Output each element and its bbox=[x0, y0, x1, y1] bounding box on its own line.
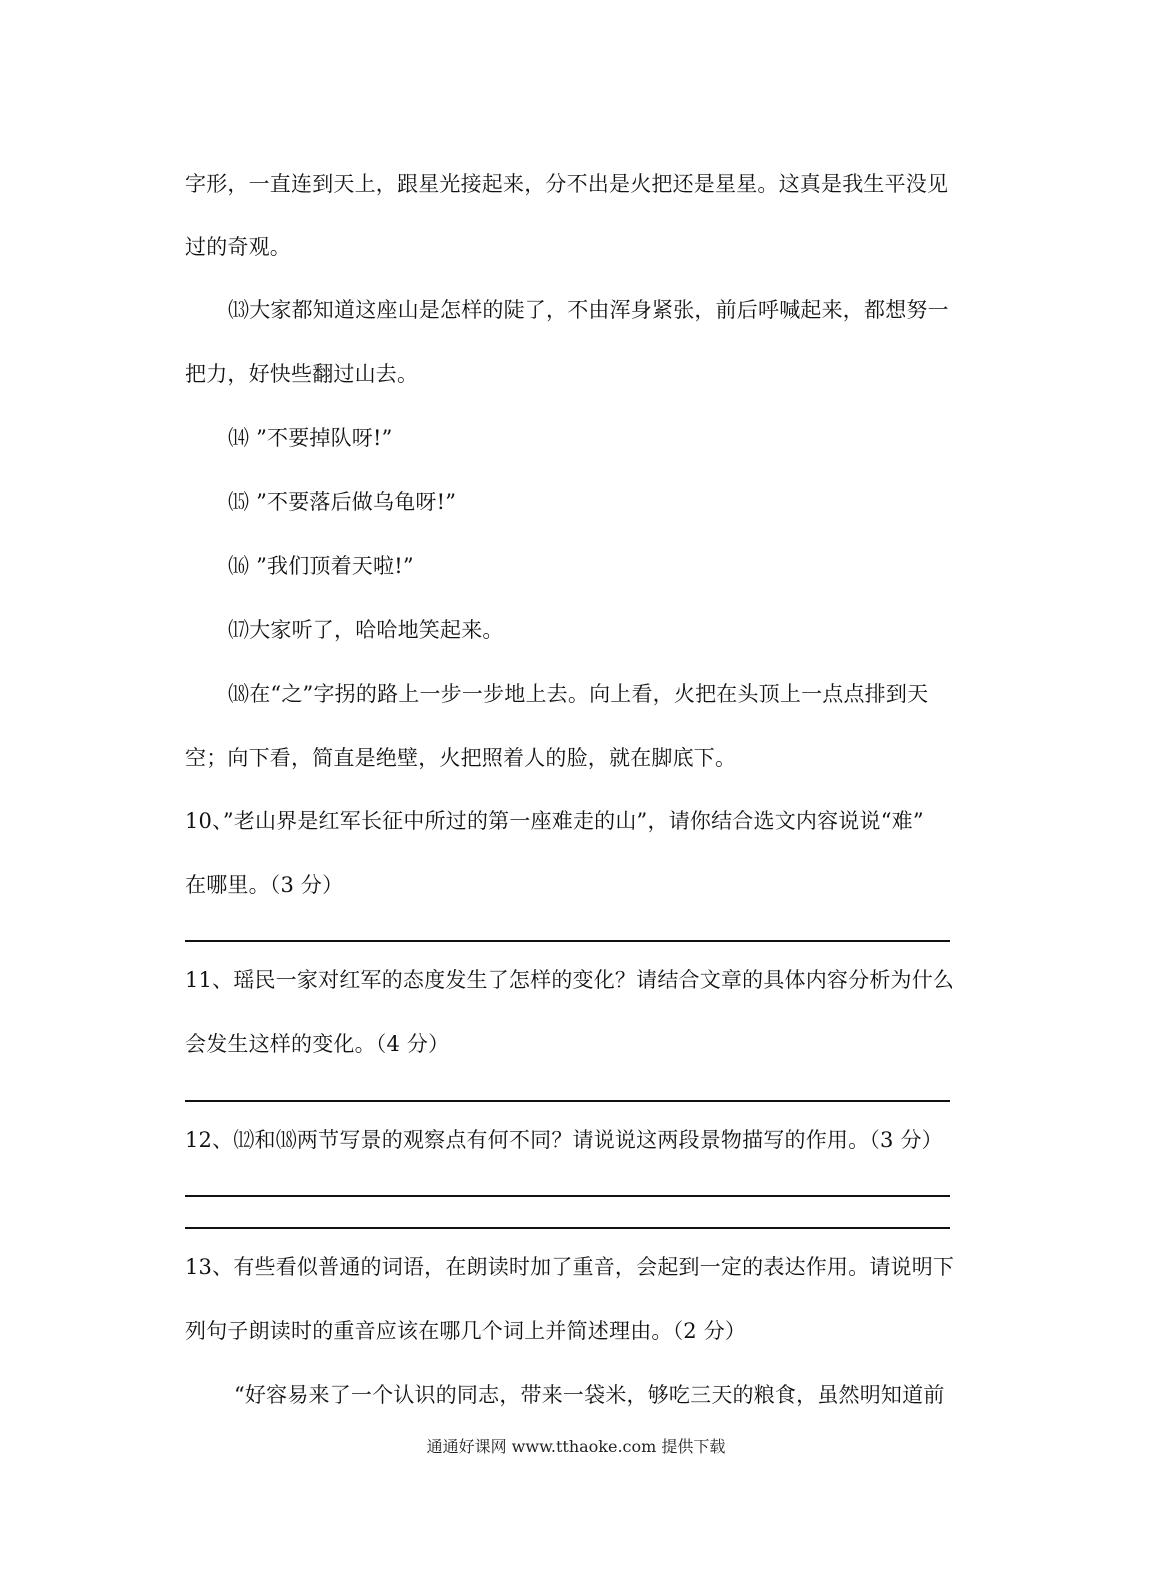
answer-line-q10[interactable] bbox=[185, 940, 950, 942]
answer-line-q12-1[interactable] bbox=[185, 1195, 950, 1197]
question-10-line-2: 在哪里。（3 分） bbox=[185, 873, 344, 897]
passage-p14: ⒁ ”不要掉队呀!” bbox=[228, 426, 393, 450]
passage-p15: ⒂ ”不要落后做乌龟呀!” bbox=[228, 490, 457, 514]
passage-p13-line-1: ⒀大家都知道这座山是怎样的陡了，不由浑身紧张，前后呼喊起来，都想努一 bbox=[228, 298, 949, 322]
question-11-line-1: 11、瑶民一家对红军的态度发生了怎样的变化？请结合文章的具体内容分析为什么 bbox=[185, 968, 955, 992]
passage-p13-line-2: 把力，好快些翻过山去。 bbox=[185, 362, 419, 386]
page-footer: 通通好课网 www.tthaoke.com 提供下载 bbox=[426, 1437, 726, 1456]
passage-p18-line-2: 空；向下看，简直是绝壁，火把照着人的脸，就在脚底下。 bbox=[185, 746, 737, 770]
passage-p12-line-2: 过的奇观。 bbox=[185, 235, 291, 259]
question-13-quote: “好容易来了一个认识的同志，带来一袋米，够吃三天的粮食，虽然明知道前 bbox=[234, 1383, 945, 1407]
answer-line-q12-2[interactable] bbox=[185, 1227, 950, 1229]
question-13-line-1: 13、有些看似普通的词语，在朗读时加了重音，会起到一定的表达作用。请说明下 bbox=[185, 1255, 955, 1279]
question-12-line-1: 12、⑿和⒅两节写景的观察点有何不同？请说说这两段景物描写的作用。（3 分） bbox=[185, 1128, 943, 1152]
passage-p18-line-1: ⒅在“之”字拐的路上一步一步地上去。向上看，火把在头顶上一点点排到天 bbox=[228, 682, 929, 706]
passage-p16: ⒃ ”我们顶着天啦!” bbox=[228, 554, 414, 578]
passage-p12-line-1: 字形，一直连到天上，跟星光接起来，分不出是火把还是星星。这真是我生平没见 bbox=[185, 172, 949, 196]
passage-p17: ⒄大家听了，哈哈地笑起来。 bbox=[228, 618, 504, 642]
question-13-line-2: 列句子朗读时的重音应该在哪几个词上并简述理由。（2 分） bbox=[185, 1319, 747, 1343]
answer-line-q11[interactable] bbox=[185, 1100, 950, 1102]
question-11-line-2: 会发生这样的变化。（4 分） bbox=[185, 1032, 450, 1056]
question-10-line-1: 10、”老山界是红军长征中所过的第一座难走的山”，请你结合选文内容说说“难” bbox=[185, 809, 924, 833]
